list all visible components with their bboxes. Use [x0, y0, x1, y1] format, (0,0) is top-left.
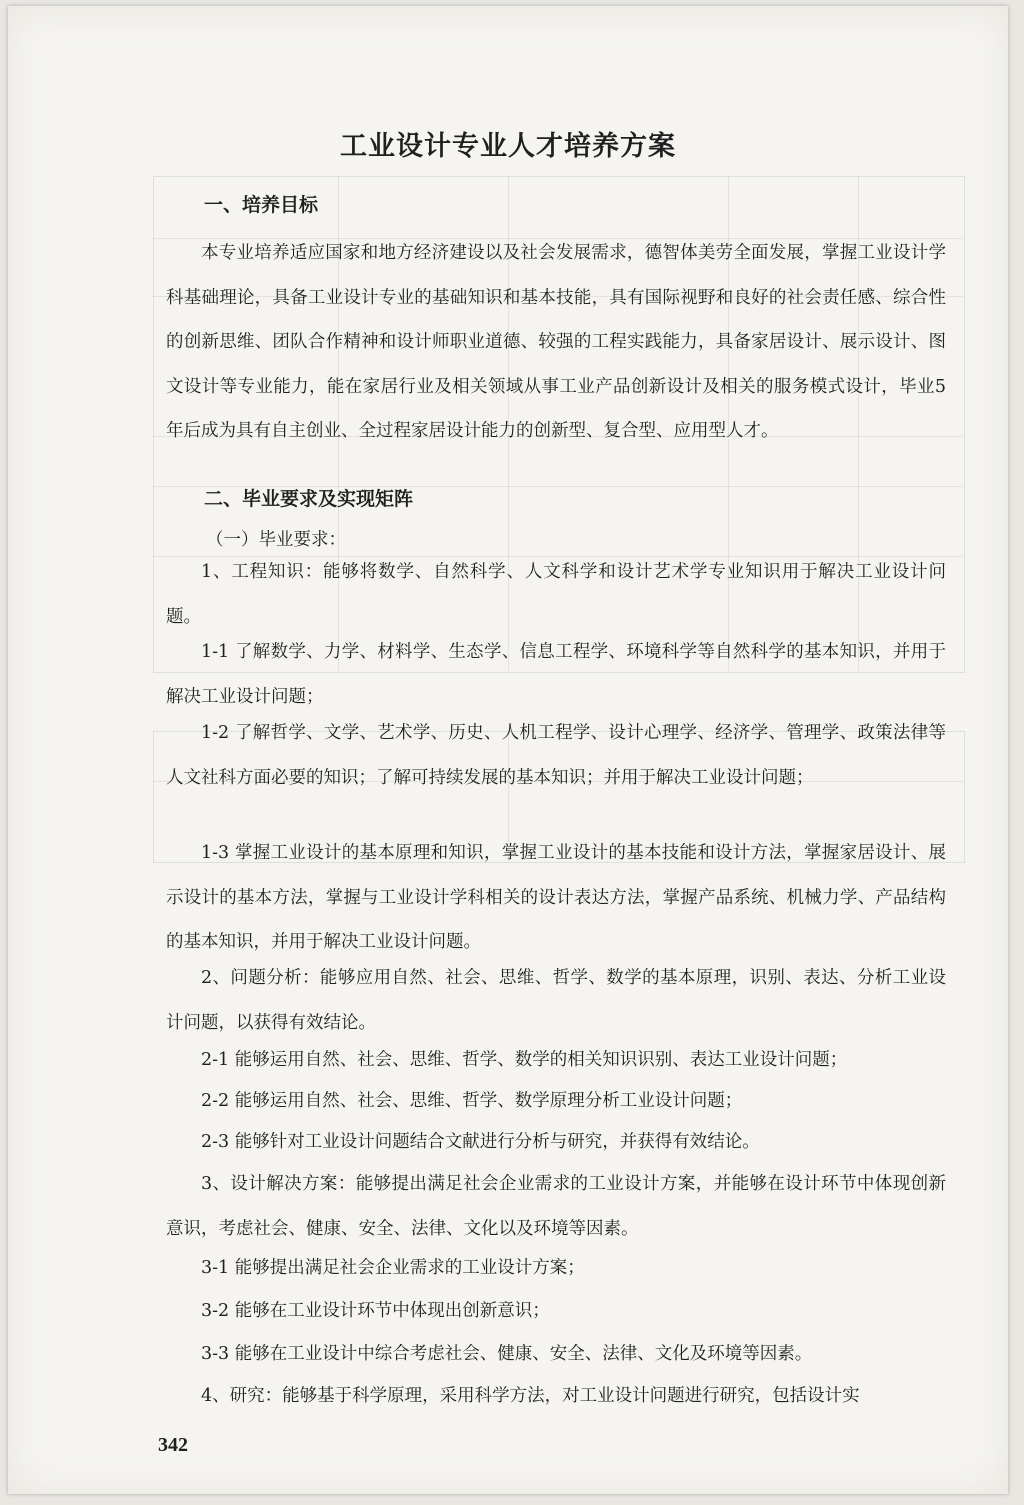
page-number: 342 [158, 1434, 188, 1456]
requirement-3-2: 3-2 能够在工业设计环节中体现出创新意识； [201, 1301, 550, 1321]
requirement-1: 1、工程知识：能够将数学、自然科学、人文科学和设计艺术学专业知识用于解决工业设计问题。 [166, 562, 946, 627]
requirement-3-3: 3-3 能够在工业设计中综合考虑社会、健康、安全、法律、文化及环境等因素。 [201, 1344, 813, 1364]
requirement-2-3: 2-3 能够针对工业设计问题结合文献进行分析与研究，并获得有效结论。 [201, 1132, 760, 1152]
requirement-1-3: 1-3 掌握工业设计的基本原理和知识，掌握工业设计的基本技能和设计方法，掌握家居设计、展示设计的基本方法，掌握与工业设计学科相关的设计表达方法，掌握产品系统、机械力学、产品结构的基本知识，并用于解决工业设计问题。 [166, 843, 946, 952]
requirement-2-1: 2-1 能够运用自然、社会、思维、哲学、数学的相关知识识别、表达工业设计问题； [201, 1050, 848, 1070]
subheading-requirements: （一）毕业要求： [206, 530, 346, 550]
section-1-body: 本专业培养适应国家和地方经济建设以及社会发展需求，德智体美劳全面发展，掌握工业设计学科基础理论，具备工业设计专业的基础知识和基本技能，具有国际视野和良好的社会责任感、综合性的创新思维、团队合作精神和设计师职业道德、较强的工程实践能力，具备家居设计、展示设计、图文设计等专业能力，能在家居行业及相关领域从事工业产品创新设计及相关的服务模式设计，毕业5年后成为具有自主创业、全过程家居设计能力的创新型、复合型、应用型人才。 [166, 243, 946, 441]
section-heading-2: 二、毕业要求及实现矩阵 [204, 488, 414, 510]
requirement-1-1: 1-1 了解数学、力学、材料学、生态学、信息工程学、环境科学等自然科学的基本知识，并用于解决工业设计问题； [166, 642, 946, 707]
requirement-2: 2、问题分析：能够应用自然、社会、思维、哲学、数学的基本原理，识别、表达、分析工业设计问题，以获得有效结论。 [166, 968, 946, 1033]
requirement-1-2: 1-2 了解哲学、文学、艺术学、历史、人机工程学、设计心理学、经济学、管理学、政策法律等人文社科方面必要的知识；了解可持续发展的基本知识；并用于解决工业设计问题； [166, 723, 946, 788]
document-page [8, 6, 1008, 1494]
requirement-3-1: 3-1 能够提出满足社会企业需求的工业设计方案； [201, 1258, 585, 1278]
requirement-4: 4、研究：能够基于科学原理，采用科学方法，对工业设计问题进行研究，包括设计实 [201, 1386, 860, 1406]
requirement-3: 3、设计解决方案：能够提出满足社会企业需求的工业设计方案，并能够在设计环节中体现创新意识，考虑社会、健康、安全、法律、文化以及环境等因素。 [166, 1174, 946, 1239]
section-heading-1: 一、培养目标 [204, 194, 319, 216]
requirement-2-2: 2-2 能够运用自然、社会、思维、哲学、数学原理分析工业设计问题； [201, 1091, 743, 1111]
document-title: 工业设计专业人才培养方案 [340, 131, 676, 162]
